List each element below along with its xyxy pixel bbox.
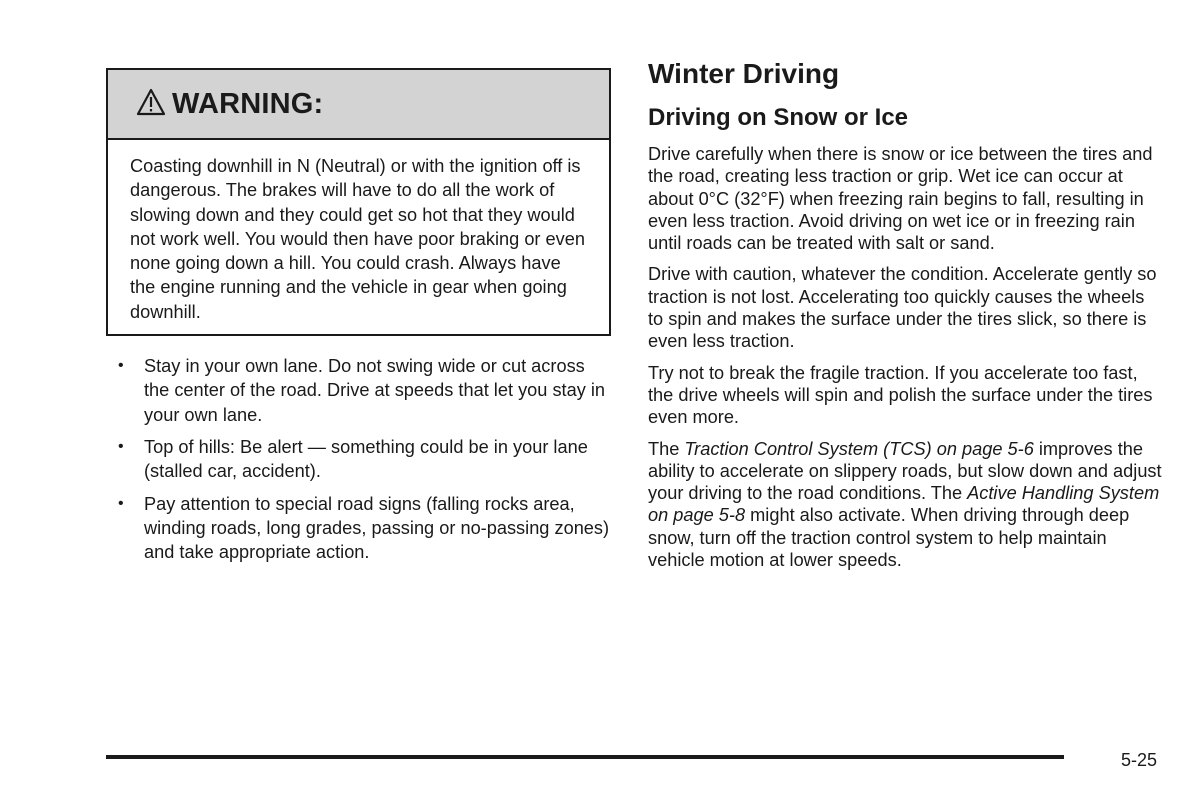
- list-item: [106, 492, 611, 565]
- left-column: [106, 68, 611, 572]
- subsection-title: Driving on Snow or Ice: [648, 104, 909, 131]
- warning-header: [108, 70, 609, 140]
- section-title: Winter Driving: [648, 58, 840, 89]
- paragraph-text: improves the ability to accelerate on slippery roads, but slow down and adjust your driving to the road conditions. The: [648, 438, 1162, 504]
- warning-box: [106, 68, 611, 336]
- bullet-icon: •: [118, 437, 124, 455]
- list-item: [106, 435, 611, 484]
- active-handling-page-reference: Active Handling System on page 5-8: [648, 483, 1160, 526]
- bullet-list: [106, 354, 611, 564]
- right-column: [648, 57, 1163, 580]
- warning-body: Coasting downhill in N (Neutral) or with the ignition off is dangerous. The brakes will have to do all the work of slowing down and they could get so hot that they would not work well. You would then have poor braking or even none going down a hill. You could crash. Always have the engine running and the vehicle in gear when going downhill.: [130, 156, 585, 322]
- paragraph-text: The: [648, 438, 685, 459]
- bullet-icon: •: [118, 494, 124, 512]
- paragraph: Try not to break the fragile traction. If you accelerate too fast, the drive wheels will spin and polish the surface under the tires even more.: [648, 362, 1153, 428]
- warning-title: WARNING:: [172, 87, 324, 120]
- footer-divider: [106, 755, 1064, 759]
- bullet-icon: •: [118, 357, 124, 375]
- list-item: [106, 354, 611, 427]
- paragraph-text: might also activate. When driving through deep snow, turn off the traction control system to help maintain vehicle motion at lower speeds.: [648, 505, 1130, 571]
- list-item-text: Pay attention to special road signs (falling rocks area, winding roads, long grades, passing or no-passing zones) and take appropriate action.: [144, 493, 610, 563]
- paragraph: Drive with caution, whatever the condition. Accelerate gently so traction is not lost. Accelerating too quickly causes the wheels to spin and makes the surface under the tires slick, so there is even less traction.: [648, 264, 1157, 352]
- paragraph: [648, 438, 1163, 572]
- list-item-text: Stay in your own lane. Do not swing wide or cut across the center of the road. Drive at speeds that let you stay in your own lane.: [144, 356, 606, 425]
- paragraph: Drive carefully when there is snow or ice between the tires and the road, creating less traction or grip. Wet ice can occur at about 0°C (32°F) when freezing rain begins to fall, resulting in even less traction. Avoid driving on wet ice or in freezing rain until roads can be treated with salt or sand.: [648, 144, 1153, 254]
- warning-triangle-icon: [136, 88, 172, 121]
- page-number: 5-25: [1120, 750, 1157, 770]
- list-item-text: Top of hills: Be alert — something could be in your lane (stalled car, accident).: [144, 436, 588, 482]
- tcs-page-reference: Traction Control System (TCS) on page 5-6: [684, 438, 1034, 459]
